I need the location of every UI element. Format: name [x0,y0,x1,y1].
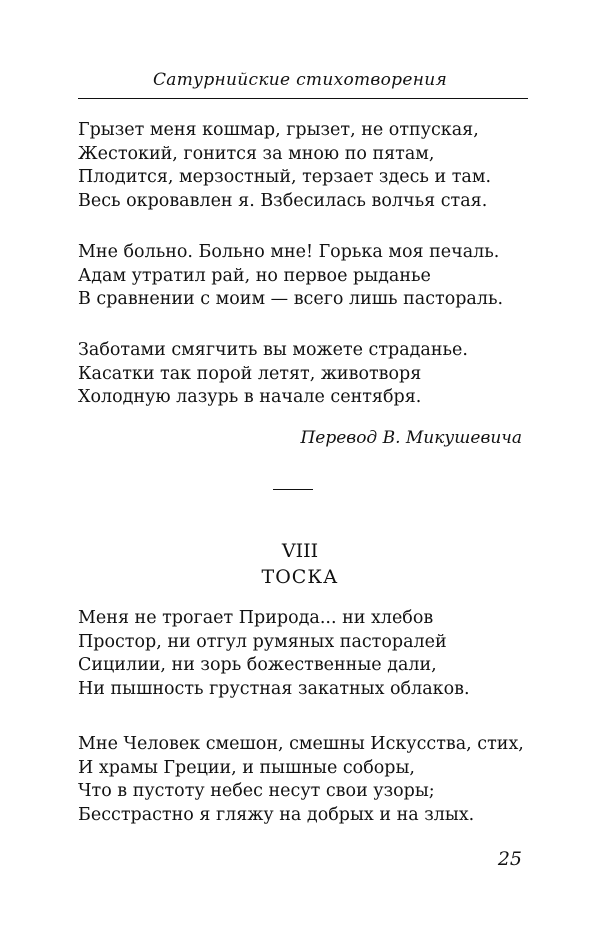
verse-line: Бесстрастно я гляжу на добрых и на злых. [78,804,475,825]
translator-credit: Перевод В. Микушевича [300,428,522,448]
verse-line: Жестокий, гонится за мною по пятам, [78,143,435,164]
verse-line: Сицилии, ни зорь божественные дали, [78,655,437,675]
verse-line: Грызет меня кошмар, грызет, не отпуская, [78,120,479,140]
verse-line: Меня не трогает Природа... ни хлебов [78,608,434,628]
verse-line: Касатки так порой летят, животворя [78,363,422,384]
poem1-stanza-3 [78,339,538,410]
header-rule [78,98,528,99]
verse-line: Адам утратил рай, но первое рыданье [78,265,431,286]
verse-line: Плодится, мерзостный, терзает здесь и там. [78,167,492,187]
running-title: Сатурнийские стихотворения [153,70,447,90]
verse-line: Ни пышность грустная закатных облаков. [78,678,470,699]
poem-title: ТОСКА [261,566,339,588]
verse-line: Заботами смягчить вы можете страданье. [78,340,468,360]
poem1-stanza-2 [78,241,538,312]
poem2-stanza-2 [78,733,538,827]
poem2-stanza-1 [78,607,538,701]
verse-line: Что в пустоту небес несут свои узоры; [78,781,435,801]
verse-line: Весь окровавлен я. Взбесилась волчья стая. [78,190,488,211]
poem1-stanza-1 [78,119,538,213]
section-divider [273,489,313,490]
verse-line: Мне больно. Больно мне! Горька моя печаль. [78,242,500,262]
page-number: 25 [497,848,522,870]
poem-number: VIII [281,540,319,562]
verse-line: И храмы Греции, и пышные соборы, [78,757,415,778]
verse-line: В сравнении с моим — всего лишь пастораль. [78,289,504,309]
verse-line: Простор, ни отгул румяных пасторалей [78,631,447,652]
verse-line: Холодную лазурь в начале сентября. [78,387,422,407]
verse-line: Мне Человек смешон, смешны Искусства, стих, [78,734,524,754]
